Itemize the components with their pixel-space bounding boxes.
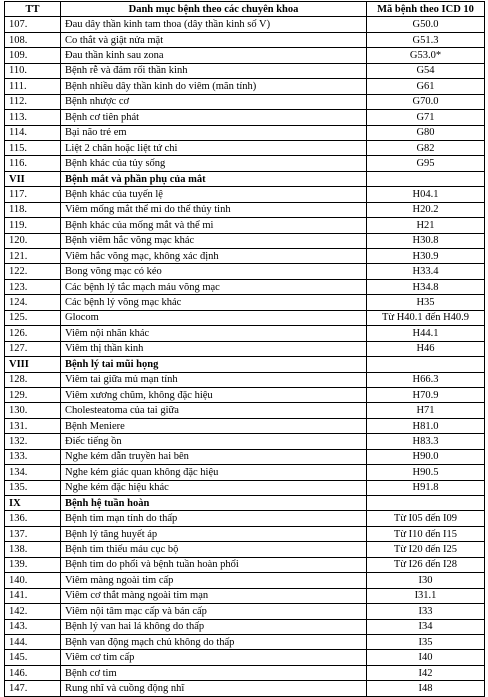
icd-code: Từ I26 đến I28 xyxy=(367,557,485,572)
icd-code: I30 xyxy=(367,573,485,588)
row-number: 140. xyxy=(5,573,61,588)
disease-name: Bệnh lý van hai lá không do thấp xyxy=(61,619,367,634)
row-number: 142. xyxy=(5,604,61,619)
icd-code: H71 xyxy=(367,403,485,418)
row-number: 115. xyxy=(5,140,61,155)
row-number: 123. xyxy=(5,279,61,294)
icd-code: G54 xyxy=(367,63,485,78)
disease-name: Nghe kém đặc hiệu khác xyxy=(61,480,367,495)
row-number: 147. xyxy=(5,681,61,696)
disease-name: Bệnh khác của mống mắt và thể mi xyxy=(61,218,367,233)
disease-name: Viêm tai giữa mủ mạn tính xyxy=(61,372,367,387)
disease-name: Bong võng mạc có kéo xyxy=(61,264,367,279)
icd-code: I48 xyxy=(367,681,485,696)
disease-name: Viêm cơ tim cấp xyxy=(61,650,367,665)
row-number: 135. xyxy=(5,480,61,495)
icd-code: H30.8 xyxy=(367,233,485,248)
row-number: 133. xyxy=(5,449,61,464)
row-number: 130. xyxy=(5,403,61,418)
table-row xyxy=(5,326,485,341)
icd-code xyxy=(367,171,485,186)
icd-code: H30.9 xyxy=(367,249,485,264)
row-number: 111. xyxy=(5,79,61,94)
icd-code: Từ I20 đến I25 xyxy=(367,542,485,557)
table-row xyxy=(5,372,485,387)
row-number: 119. xyxy=(5,218,61,233)
disease-name: Viêm xương chũm, không đặc hiệu xyxy=(61,387,367,402)
row-number: 126. xyxy=(5,326,61,341)
icd-code: H04.1 xyxy=(367,187,485,202)
table-row xyxy=(5,511,485,526)
disease-name: Nghe kém giác quan không đặc hiệu xyxy=(61,465,367,480)
disease-name: Viêm mống mắt thể mi do thể thủy tinh xyxy=(61,202,367,217)
disease-name: Bệnh rễ và đám rối thần kinh xyxy=(61,63,367,78)
row-number: 144. xyxy=(5,634,61,649)
disease-name: Viêm thị thần kinh xyxy=(61,341,367,356)
icd-code: H46 xyxy=(367,341,485,356)
disease-name: Bệnh van động mạch chủ không do thấp xyxy=(61,634,367,649)
row-number: 108. xyxy=(5,32,61,47)
disease-name: Viêm cơ thắt màng ngoài tim mạn xyxy=(61,588,367,603)
row-number: 112. xyxy=(5,94,61,109)
disease-name: Viêm nội nhãn khác xyxy=(61,326,367,341)
disease-name: Đau dây thần kinh tam thoa (dây thần kinh số V) xyxy=(61,17,367,32)
row-number: 146. xyxy=(5,665,61,680)
icd-code: H90.5 xyxy=(367,465,485,480)
table-row xyxy=(5,48,485,63)
row-number: 131. xyxy=(5,418,61,433)
disease-name: Glocom xyxy=(61,310,367,325)
row-number: 121. xyxy=(5,249,61,264)
disease-name: Các bệnh lý võng mạc khác xyxy=(61,295,367,310)
table-row xyxy=(5,634,485,649)
disease-name: Bệnh khác của tuyến lệ xyxy=(61,187,367,202)
row-number: 134. xyxy=(5,465,61,480)
table-row xyxy=(5,279,485,294)
disease-name: Bệnh lý tăng huyết áp xyxy=(61,526,367,541)
disease-name: Liệt 2 chân hoặc liệt tứ chi xyxy=(61,140,367,155)
icd-code: G51.3 xyxy=(367,32,485,47)
table-row xyxy=(5,79,485,94)
disease-name: Viêm màng ngoài tim cấp xyxy=(61,573,367,588)
disease-name: Bệnh khác của tủy sống xyxy=(61,156,367,171)
table-row xyxy=(5,465,485,480)
row-number: 107. xyxy=(5,17,61,32)
disease-name: Bệnh nhiều dây thần kinh do viêm (mãn tính) xyxy=(61,79,367,94)
disease-name: Bệnh nhược cơ xyxy=(61,94,367,109)
row-number: 129. xyxy=(5,387,61,402)
table-row xyxy=(5,418,485,433)
disease-name: Bệnh lý tai mũi họng xyxy=(61,357,367,372)
row-number: 143. xyxy=(5,619,61,634)
table-row xyxy=(5,32,485,47)
disease-name: Bệnh hệ tuần hoàn xyxy=(61,496,367,511)
icd-code: H70.9 xyxy=(367,387,485,402)
disease-name: Co thắt và giật nửa mặt xyxy=(61,32,367,47)
disease-name: Bệnh tim mạn tính do thấp xyxy=(61,511,367,526)
header-icd-code: Mã bệnh theo ICD 10 xyxy=(367,2,485,17)
row-number: 124. xyxy=(5,295,61,310)
icd-code: H33.4 xyxy=(367,264,485,279)
table-row xyxy=(5,449,485,464)
table-row xyxy=(5,110,485,125)
icd-code: H21 xyxy=(367,218,485,233)
row-number: IX xyxy=(5,496,61,511)
disease-name: Bệnh tim thiếu máu cục bộ xyxy=(61,542,367,557)
icd-code: H20.2 xyxy=(367,202,485,217)
row-number: 109. xyxy=(5,48,61,63)
row-number: 139. xyxy=(5,557,61,572)
table-row xyxy=(5,310,485,325)
table-row xyxy=(5,619,485,634)
table-row xyxy=(5,233,485,248)
table-row xyxy=(5,542,485,557)
icd-code xyxy=(367,496,485,511)
icd-code: Từ H40.1 đến H40.9 xyxy=(367,310,485,325)
row-number: 116. xyxy=(5,156,61,171)
row-number: 110. xyxy=(5,63,61,78)
disease-name: Bệnh viêm hắc võng mạc khác xyxy=(61,233,367,248)
disease-name: Bại não trẻ em xyxy=(61,125,367,140)
table-row xyxy=(5,218,485,233)
row-number: 141. xyxy=(5,588,61,603)
disease-name: Cholesteatoma của tai giữa xyxy=(61,403,367,418)
icd-code: G50.0 xyxy=(367,17,485,32)
table-row xyxy=(5,202,485,217)
disease-name: Nghe kém dẫn truyền hai bên xyxy=(61,449,367,464)
icd-code: I40 xyxy=(367,650,485,665)
icd-code: I33 xyxy=(367,604,485,619)
table-row xyxy=(5,387,485,402)
icd-code: H91.8 xyxy=(367,480,485,495)
row-number: 136. xyxy=(5,511,61,526)
table-row xyxy=(5,681,485,696)
table-row xyxy=(5,63,485,78)
table-row xyxy=(5,140,485,155)
icd-code: H35 xyxy=(367,295,485,310)
icd-code: Từ I10 đến I15 xyxy=(367,526,485,541)
table-row xyxy=(5,94,485,109)
icd-code: G53.0* xyxy=(367,48,485,63)
disease-name: Bệnh tim do phổi và bệnh tuần hoàn phổi xyxy=(61,557,367,572)
table-row xyxy=(5,403,485,418)
table-row xyxy=(5,249,485,264)
icd-code: H34.8 xyxy=(367,279,485,294)
row-number: 114. xyxy=(5,125,61,140)
table-row xyxy=(5,341,485,356)
section-row xyxy=(5,496,485,511)
disease-name: Bệnh mắt và phần phụ của mắt xyxy=(61,171,367,186)
row-number: VIII xyxy=(5,357,61,372)
icd-code: G82 xyxy=(367,140,485,155)
table-row xyxy=(5,156,485,171)
table-row xyxy=(5,588,485,603)
table-row xyxy=(5,295,485,310)
icd-code: G95 xyxy=(367,156,485,171)
table-row xyxy=(5,604,485,619)
row-number: 132. xyxy=(5,434,61,449)
table-row xyxy=(5,665,485,680)
table-row xyxy=(5,573,485,588)
disease-name: Điếc tiếng ồn xyxy=(61,434,367,449)
table-row xyxy=(5,434,485,449)
icd-code: H90.0 xyxy=(367,449,485,464)
row-number: 113. xyxy=(5,110,61,125)
table-header-row xyxy=(5,2,485,17)
row-number: 118. xyxy=(5,202,61,217)
disease-name: Viêm nội tâm mạc cấp và bán cấp xyxy=(61,604,367,619)
icd-disease-table xyxy=(4,1,485,697)
disease-name: Các bệnh lý tắc mạch máu võng mạc xyxy=(61,279,367,294)
disease-name: Bệnh Meniere xyxy=(61,418,367,433)
table-row xyxy=(5,17,485,32)
icd-code: H44.1 xyxy=(367,326,485,341)
icd-code: G70.0 xyxy=(367,94,485,109)
disease-name: Rung nhĩ và cuồng động nhĩ xyxy=(61,681,367,696)
table-row xyxy=(5,125,485,140)
icd-code: I35 xyxy=(367,634,485,649)
row-number: 120. xyxy=(5,233,61,248)
header-tt: TT xyxy=(5,2,61,17)
row-number: 125. xyxy=(5,310,61,325)
icd-code: I42 xyxy=(367,665,485,680)
row-number: VII xyxy=(5,171,61,186)
icd-code xyxy=(367,357,485,372)
disease-name: Bệnh cơ tim xyxy=(61,665,367,680)
header-disease-name: Danh mục bệnh theo các chuyên khoa xyxy=(61,2,367,17)
section-row xyxy=(5,171,485,186)
row-number: 122. xyxy=(5,264,61,279)
table-row xyxy=(5,557,485,572)
icd-code: I31.1 xyxy=(367,588,485,603)
table-row xyxy=(5,480,485,495)
table-row xyxy=(5,650,485,665)
icd-code: H83.3 xyxy=(367,434,485,449)
disease-name: Đau thần kinh sau zona xyxy=(61,48,367,63)
table-row xyxy=(5,187,485,202)
row-number: 138. xyxy=(5,542,61,557)
icd-code: I34 xyxy=(367,619,485,634)
section-row xyxy=(5,357,485,372)
icd-code: H66.3 xyxy=(367,372,485,387)
table-row xyxy=(5,526,485,541)
row-number: 128. xyxy=(5,372,61,387)
table-row xyxy=(5,264,485,279)
disease-name: Viêm hắc võng mạc, không xác định xyxy=(61,249,367,264)
icd-code: G71 xyxy=(367,110,485,125)
table-body xyxy=(5,17,485,696)
row-number: 137. xyxy=(5,526,61,541)
icd-code: H81.0 xyxy=(367,418,485,433)
row-number: 127. xyxy=(5,341,61,356)
disease-name: Bệnh cơ tiên phát xyxy=(61,110,367,125)
row-number: 145. xyxy=(5,650,61,665)
icd-code: G80 xyxy=(367,125,485,140)
row-number: 117. xyxy=(5,187,61,202)
icd-code: Từ I05 đến I09 xyxy=(367,511,485,526)
icd-code: G61 xyxy=(367,79,485,94)
